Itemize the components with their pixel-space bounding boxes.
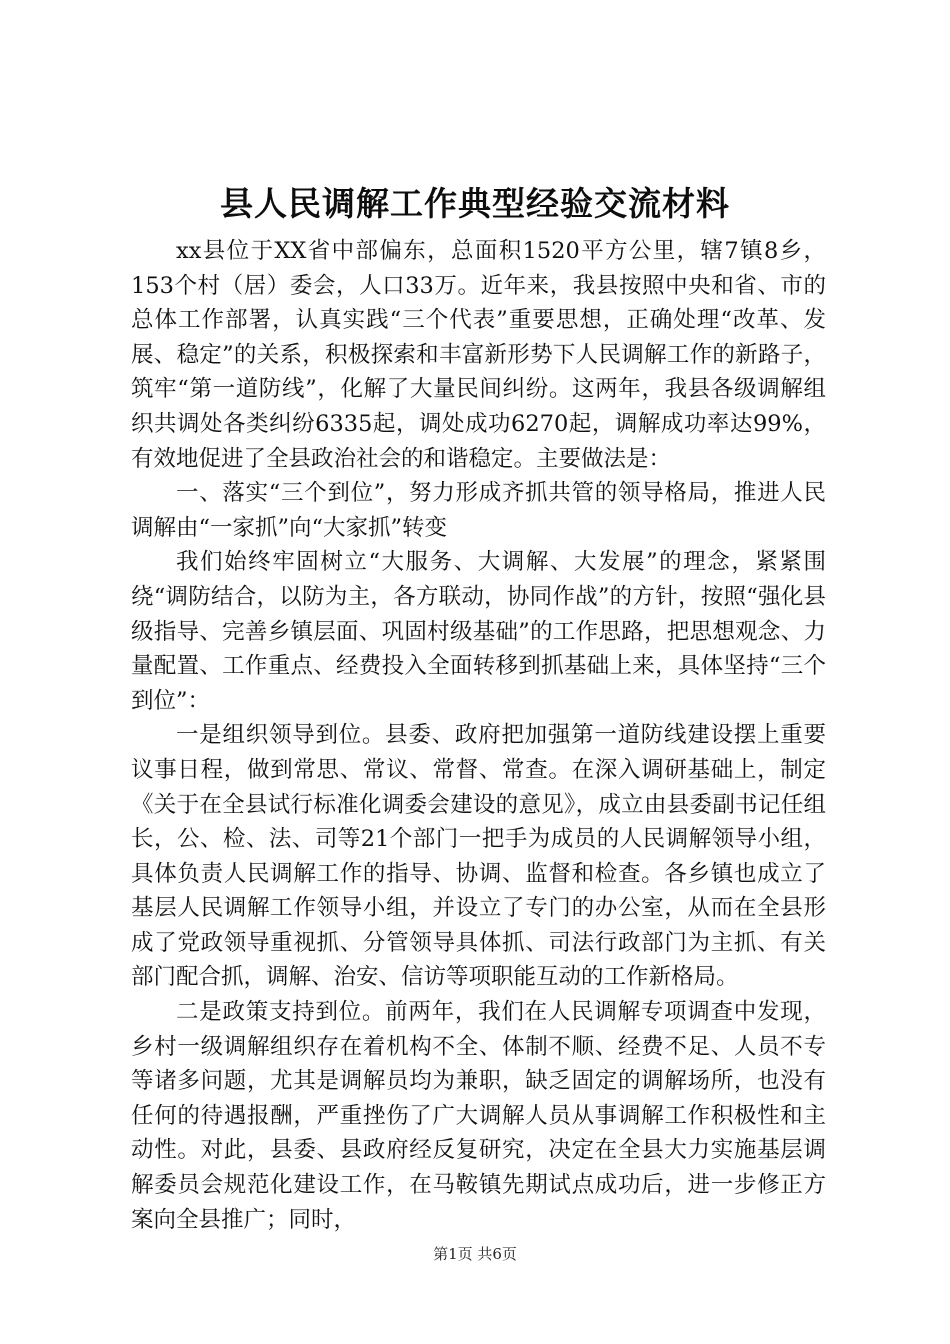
paragraph-approach: 我们始终牢固树立“大服务、大调解、大发展”的理念，紧紧围绕“调防结合，以防为主，各方联动，协同作战”的方针，按照“强化县级指导、完善乡镇层面、巩固村级基础”的工作思路，把思想观念、力量配置、工作重点、经费投入全面转移到抓基础上来，具体坚持“三个到位”： <box>131 549 826 714</box>
paragraph-section-heading: 一、落实“三个到位”，努力形成齐抓共管的领导格局，推进人民调解由“一家抓”向“大家抓”转变 <box>131 480 826 541</box>
document-body <box>131 234 826 1237</box>
paragraph-policy: 二是政策支持到位。前两年，我们在人民调解专项调查中发现，乡村一级调解组织存在着机构不全、体制不顺、经费不足、人员不专等诸多问题，尤其是调解员均为兼职，缺乏固定的调解场所，也没有任何的待遇报酬，严重挫伤了广大调解人员从事调解工作积极性和主动性。对此，县委、县政府经反复研究，决定在全县大力实施基层调解委员会规范化建设工作，在马鞍镇先期试点成功后，进一步修正方案向全县推广；同时， <box>131 999 826 1233</box>
page-footer: 第1页 共6页 <box>433 1245 517 1263</box>
document-title: 县人民调解工作典型经验交流材料 <box>220 184 730 223</box>
paragraph-organization: 一是组织领导到位。县委、政府把加强第一道防线建设摆上重要议事日程，做到常思、常议、常督、常查。在深入调研基础上，制定《关于在全县试行标准化调委会建设的意见》，成立由县委副书记任组长，公、检、法、司等21个部门一把手为成员的人民调解领导小组，具体负责人民调解工作的指导、协调、监督和检查。各乡镇也成立了基层人民调解工作领导小组，并设立了专门的办公室，从而在全县形成了党政领导重视抓、分管领导具体抓、司法行政部门为主抓、有关部门配合抓，调解、治安、信访等项职能互动的工作新格局。 <box>131 722 826 991</box>
paragraph-intro: xx县位于XX省中部偏东，总面积1520平方公里，辖7镇8乡，153个村（居）委会，人口33万。近年来，我县按照中央和省、市的总体工作部署，认真实践“三个代表”重要思想，正确处理“改革、发展、稳定”的关系，积极探索和丰富新形势下人民调解工作的新路子，筑牢“第一道防线”，化解了大量民间纠纷。这两年，我县各级调解组织共调处各类纠纷6335起，调处成功6270起，调解成功率达99%，有效地促进了全县政治社会的和谐稳定。主要做法是： <box>131 238 826 472</box>
